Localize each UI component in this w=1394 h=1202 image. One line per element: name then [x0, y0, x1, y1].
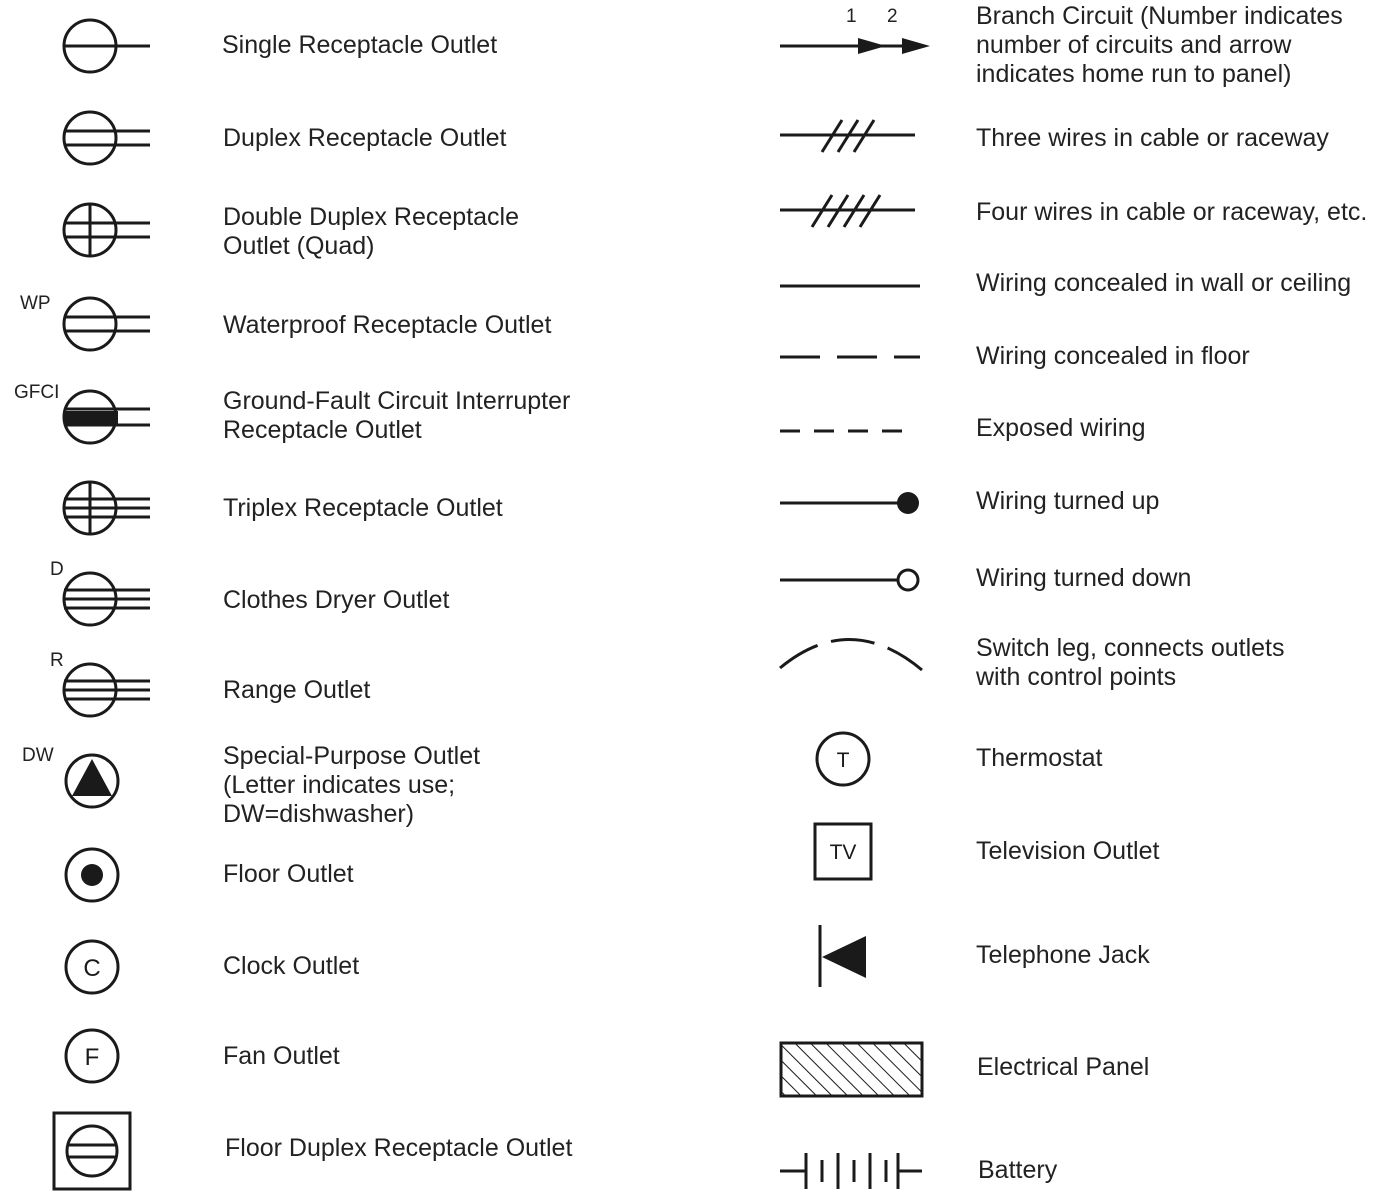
- electrical-panel-label: Electrical Panel: [977, 1053, 1150, 1081]
- gfci-receptacle-label: Ground-Fault Circuit Interrupter Receptacle Outlet: [223, 387, 571, 444]
- triplex-receptacle-icon: [64, 482, 150, 534]
- branch-circuit-number-2: 2: [887, 6, 898, 27]
- special-purpose-outlet-icon: [66, 755, 118, 807]
- quad-receptacle-icon: [64, 204, 150, 256]
- quad-receptacle-label: Double Duplex Receptacle Outlet (Quad): [223, 203, 520, 260]
- branch-circuit-icon: [780, 38, 930, 54]
- waterproof-prefix: WP: [20, 293, 51, 314]
- dryer-outlet-icon: [64, 573, 150, 625]
- telephone-jack-label: Telephone Jack: [976, 941, 1150, 969]
- branch-circuit-number-1: 1: [846, 6, 857, 27]
- special-purpose-outlet-label: Special-Purpose Outlet (Letter indicates use; DW=dishwasher): [223, 742, 481, 828]
- television-outlet-icon: [815, 824, 871, 879]
- four-wires-label: Four wires in cable or raceway, etc.: [976, 198, 1368, 226]
- wiring-turned-down-label: Wiring turned down: [976, 564, 1192, 592]
- single-receptacle-icon: [64, 20, 150, 72]
- fan-outlet-icon: [66, 1030, 118, 1082]
- wiring-turned-down-icon: [780, 570, 918, 590]
- range-outlet-icon: [64, 664, 150, 716]
- wiring-turned-up-icon: [780, 492, 919, 514]
- three-wires-icon: [780, 120, 915, 152]
- clock-outlet-icon: [66, 941, 118, 993]
- waterproof-receptacle-icon: [64, 298, 150, 350]
- thermostat-label: Thermostat: [976, 744, 1103, 772]
- gfci-receptacle-icon: [64, 391, 150, 443]
- range-outlet-label: Range Outlet: [223, 676, 371, 704]
- switch-leg-icon: [780, 639, 922, 670]
- concealed-wall-wiring-label: Wiring concealed in wall or ceiling: [976, 269, 1352, 297]
- special-purpose-prefix: DW: [22, 745, 54, 766]
- thermostat-icon: [817, 733, 869, 785]
- battery-label: Battery: [978, 1156, 1058, 1184]
- branch-circuit-label: Branch Circuit (Number indicates number of circuits and arrow indicates home run to panel): [976, 2, 1343, 88]
- telephone-jack-icon: [820, 925, 866, 987]
- four-wires-icon: [780, 195, 915, 227]
- tv-symbol-letter: TV: [829, 841, 857, 864]
- floor-duplex-receptacle-icon: [54, 1113, 130, 1189]
- range-prefix: R: [50, 650, 64, 671]
- thermostat-symbol-letter: T: [836, 749, 850, 772]
- waterproof-receptacle-label: Waterproof Receptacle Outlet: [223, 311, 552, 339]
- gfci-prefix: GFCI: [14, 382, 60, 403]
- duplex-receptacle-label: Duplex Receptacle Outlet: [223, 124, 507, 152]
- dryer-prefix: D: [50, 559, 64, 580]
- single-receptacle-label: Single Receptacle Outlet: [222, 31, 498, 59]
- fan-symbol-letter: F: [84, 1044, 100, 1071]
- television-outlet-label: Television Outlet: [976, 837, 1160, 865]
- triplex-receptacle-label: Triplex Receptacle Outlet: [223, 494, 503, 522]
- switch-leg-label: Switch leg, connects outlets with control points: [976, 634, 1285, 691]
- electrical-panel-icon: [781, 1043, 922, 1096]
- fan-outlet-label: Fan Outlet: [223, 1042, 340, 1070]
- battery-icon: [780, 1153, 922, 1189]
- three-wires-label: Three wires in cable or raceway: [976, 124, 1329, 152]
- floor-outlet-icon: [66, 849, 118, 901]
- clock-outlet-label: Clock Outlet: [223, 952, 360, 980]
- exposed-wiring-label: Exposed wiring: [976, 414, 1146, 442]
- dryer-outlet-label: Clothes Dryer Outlet: [223, 586, 450, 614]
- clock-symbol-letter: C: [83, 955, 101, 982]
- floor-outlet-label: Floor Outlet: [223, 860, 354, 888]
- duplex-receptacle-icon: [64, 112, 150, 164]
- concealed-floor-wiring-label: Wiring concealed in floor: [976, 342, 1250, 370]
- wiring-turned-up-label: Wiring turned up: [976, 487, 1160, 515]
- floor-duplex-receptacle-label: Floor Duplex Receptacle Outlet: [225, 1134, 573, 1162]
